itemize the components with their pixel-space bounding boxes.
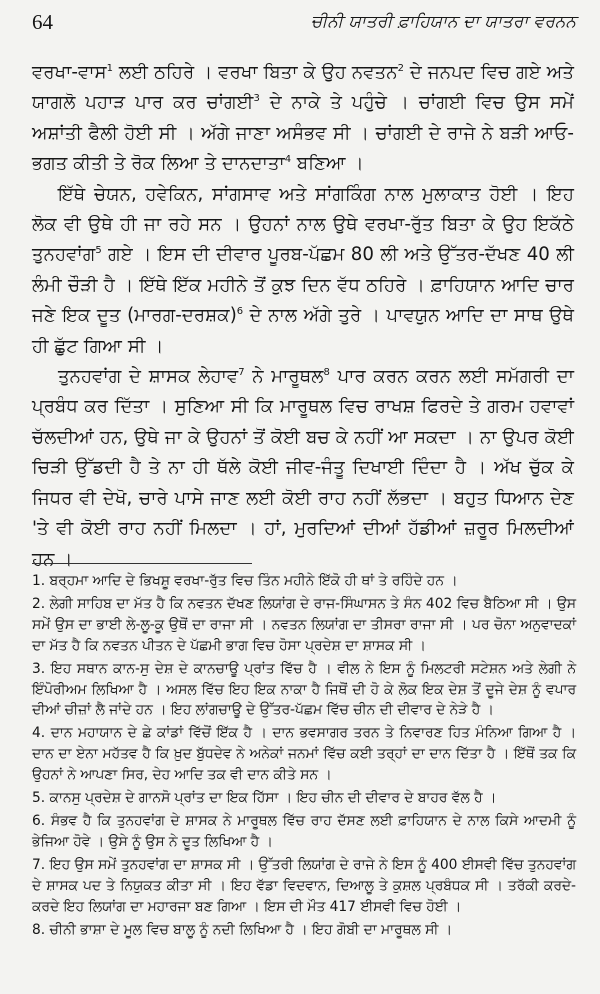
paragraph-text-run: ਦੇ ਨਾਲ ਅੱਗੇ ਤੁਰੇ । ਪਾਵਯੁਨ ਆਦਿ ਦਾ ਸਾਥ ਉਥੇ ਹੀ ਛੁੱਟ ਗਿਆ ਸੀ । [32,305,575,357]
paragraph-2 [32,180,574,362]
footnote-ref-3: 3 [253,93,260,105]
paragraph-text-run: ਗਏ । ਇਸ ਦੀ ਦੀਵਾਰ ਪੂਰਬ-ਪੱਛਮ 80 ਲੀ ਅਤੇ ਉੱਤਰ-ਦੱਖਣ 40 ਲੀ ਲੰਮੀ ਚੌੜੀ ਹੈ । ਇੱਥੇ ਇੱਕ ਮਹੀਨੇ ਤੋਂ ਕੁਝ ਦਿਨ ਵੱਧ ਠਹਿਰੇ । ਫ਼ਾਹਿਯਾਨ ਆਦਿ ਚਾਰ ਜਣੇ ਇਕ ਦੂਤ (ਮਾਰਗ-ਦਰਸ਼ਕ) [32,244,574,327]
paragraph-text-run: ਬਣਿਆ । [291,153,364,175]
footnote-ref-7: 7 [238,367,245,378]
paragraph-1 [32,58,574,180]
paragraph-text-run: ਲਈ ਠਹਿਰੇ । ਵਰਖਾ ਬਿਤਾ ਕੇ ਉਹ ਨਵਤਨ [113,62,398,83]
footnote-8: 8. ਚੀਨੀ ਭਾਸ਼ਾ ਦੇ ਮੂਲ ਵਿਚ ਬਾਲੂ ਨੂੰ ਨਦੀ ਲਿਖਿਆ ਹੈ । ਇਹ ਗੋਬੀ ਦਾ ਮਾਰੂਥਲ ਸੀ । [32,921,453,938]
footnote-ref-2: 2 [397,62,405,74]
footnote-ref-8: 8 [323,367,330,378]
paragraph-text-run: ਪਾਰ ਕਰਨ ਕਰਨ ਲਈ ਸਮੱਗਰੀ ਦਾ ਪ੍ਰਬੰਧ ਕਰ ਦਿੱਤਾ । ਸੁਣਿਆ ਸੀ ਕਿ ਮਾਰੂਥਲ ਵਿਚ ਰਾਖਸ਼ ਫਿਰਦੇ ਤੇ ਗਰਮ ਹਵਾਵਾਂ ਚੱਲਦੀਆਂ ਹਨ, ਉਥੇ ਜਾ ਕੇ ਉਹਨਾਂ ਤੋਂ ਕੋਈ ਬਚ ਕੇ ਨਹੀਂ ਆ ਸਕਦਾ । ਨਾ ਉਪਰ ਕੋਈ ਚਿੜੀ ਉੱਡਦੀ ਹੈ ਤੇ ਨਾ ਹੀ ਥੱਲੇ ਕੋਈ ਜੀਵ-ਜੰਤੂ ਦਿਖਾਈ ਦਿੰਦਾ ਹੈ । ਅੱਖ ਚੁੱਕ ਕੇ ਜਿਧਰ ਵੀ ਦੇਖੋ, ਚਾਰੇ ਪਾਸੇ ਜਾਣ ਲਈ ਕੋਈ ਰਾਹ ਨਹੀਂ ਲੱਭਦਾ । ਬਹੁਤ ਧਿਆਨ ਦੇਣ 'ਤੇ ਵੀ ਕੋਈ ਰਾਹ ਨਹੀਂ ਮਿਲਦਾ । ਹਾਂ, ਮੁਰਦਿਆਂ ਦੀਆਂ ਹੱਡੀਆਂ ਜ਼ਰੂਰ ਮਿਲਦੀਆਂ ਹਨ । [32,366,574,570]
footnotes [32,571,576,940]
footnote-2: 2. ਲੇਗੀ ਸਾਹਿਬ ਦਾ ਮੱਤ ਹੈ ਕਿ ਨਵਤਨ ਦੱਖਣ ਲਿਯਾਂਗ ਦੇ ਰਾਜ-ਸਿੰਘਾਸਨ ਤੇ ਸੰਨ 402 ਵਿਚ ਬੈਠਿਆ ਸੀ । ਉਸ ਸਮੇਂ ਉਸ ਦਾ ਭਾਈ ਲੇ-ਲੂ-ਕੂ ਉਥੋਂ ਦਾ ਰਾਜਾ ਸੀ । ਨਵਤਨ ਲਿਯਾਂਗ ਦਾ ਤੀਸਰਾ ਰਾਜਾ ਸੀ । ਪਰ ਚੋਨਾ ਅਨੁਵਾਦਕਾਂ ਦਾ ਮੱਤ ਹੈ ਕਿ ਨਵਤਨ ਪੀਤਨ ਦੇ ਪੱਛਮੀ ਭਾਗ ਵਿਚ ਹੋਸਾ ਪ੍ਰਦੇਸ਼ ਦਾ ਸ਼ਾਸਕ ਸੀ । [32,595,576,654]
paragraph-text-run: ਦੇ ਜਨਪਦ ਵਿਚ ਗਏ ਅਤੇ ਯਾਗਲੋ ਪਹਾੜ ਪਾਰ ਕਰ ਚਾਂਗਈ [32,62,574,114]
footnote-ref-4: 4 [284,154,292,166]
paragraph-text-run: ਇੱਥੇ ਚੇਯਨ, ਹਵੇਕਿਨ, ਸਾਂਗਸਾਵ ਅਤੇ ਸਾਂਗਕਿੰਗ ਨਾਲ ਮੁਲਾਕਾਤ ਹੋਈ । ਇਹ ਲੋਕ ਵੀ ਉਥੇ ਹੀ ਜਾ ਰਹੇ ਸਨ । ਉਹਨਾਂ ਨਾਲ ਉਥੇ ਵਰਖਾ-ਰੁੱਤ ਬਿਤਾ ਕੇ ਉਹ ਇਕੱਠੇ ਤੁਨਹਵਾਂਗ [32,183,574,266]
footnote-6: 6. ਸੰਭਵ ਹੈ ਕਿ ਤੁਨਹਵਾਂਗ ਦੇ ਸ਼ਾਸਕ ਨੇ ਮਾਰੂਥਲ ਵਿੱਚ ਰਾਹ ਦੱਸਣ ਲਈ ਫ਼ਾਹਿਯਾਨ ਦੇ ਨਾਲ ਕਿਸੇ ਆਦਮੀ ਨੂੰ ਭੇਜਿਆ ਹੋਵੇ । ਉਸੇ ਨੂੰ ਉਸ ਨੇ ਦੂਤ ਲਿਖਿਆ ਹੈ । [32,812,576,850]
running-title: ਚੀਨੀ ਯਾਤਰੀ ਫ਼ਾਹਿਯਾਨ ਦਾ ਯਾਤਰਾ ਵਰਨਨ [310,12,576,32]
footnote-7: 7. ਇਹ ਉਸ ਸਮੇਂ ਤੁਨਹਵਾਂਗ ਦਾ ਸ਼ਾਸਕ ਸੀ । ਉੱਤਰੀ ਲਿਯਾਂਗ ਦੇ ਰਾਜੇ ਨੇ ਇਸ ਨੂੰ 400 ਈਸਵੀ ਵਿੱਚ ਤੁਨਹਵਾਂਗ ਦੇ ਸ਼ਾਸਕ ਪਦ ਤੇ ਨਿਯੁਕਤ ਕੀਤਾ ਸੀ । ਇਹ ਵੱਡਾ ਵਿਦਵਾਨ, ਦਿਆਲੂ ਤੇ ਕੁਸ਼ਲ ਪ੍ਰਬੰਧਕ ਸੀ । ਤਰੱਕੀ ਕਰਦੇ-ਕਰਦੇ ਇਹ ਲਿਯਾਂਗ ਦਾ ਮਹਾਰਜਾ ਬਣ ਗਿਆ । ਇਸ ਦੀ ਮੌਤ 417 ਈਸਵੀ ਵਿਚ ਹੋਈ । [32,856,576,915]
page-number: 64 [32,10,53,34]
footnote-ref-5: 5 [95,245,102,257]
footnote-ref-1: 1 [106,62,114,74]
footnote-4: 4. ਦਾਨ ਮਹਾਯਾਨ ਦੇ ਛੇ ਕਾਂਡਾਂ ਵਿੱਚੋਂ ਇੱਕ ਹੈ । ਦਾਨ ਭਵਸਾਗਰ ਤਰਨ ਤੇ ਨਿਵਾਰਣ ਹਿਤ ਮੰਨਿਆ ਗਿਆ ਹੈ । ਦਾਨ ਦਾ ਏਨਾ ਮਹੱਤਵ ਹੈ ਕਿ ਖ਼ੁਦ ਬੁੱਧਦੇਵ ਨੇ ਅਨੇਕਾਂ ਜਨਮਾਂ ਵਿੱਚ ਕਈ ਤਰ੍ਹਾਂ ਦਾ ਦਾਨ ਦਿੱਤਾ ਹੈ । ਇੱਥੋਂ ਤਕ ਕਿ ਉਹਨਾਂ ਨੇ ਆਪਣਾ ਸਿਰ, ਦੇਹ ਆਦਿ ਤਕ ਵੀ ਦਾਨ ਕੀਤੇ ਸਨ । [32,725,576,784]
paragraph-text-run: ਨੇ ਮਾਰੂਥਲ [244,366,324,388]
paragraph-text-run: ਵਰਖਾ-ਵਾਸ [32,62,107,83]
page-header [32,6,576,40]
footnote-5: 5. ਕਾਨਸੁ ਪ੍ਰਦੇਸ਼ ਦੇ ਗਾਨਸੋ ਪ੍ਰਾਂਤ ਦਾ ਇਕ ਹਿੱਸਾ । ਇਹ ਚੀਨ ਦੀ ਦੀਵਾਰ ਦੇ ਬਾਹਰ ਵੱਲ ਹੈ । [32,790,497,807]
footnote-1: 1. ਬਰ੍ਹਮਾ ਆਦਿ ਦੇ ਭਿਖਸ਼ੂ ਵਰਖਾ-ਰੁੱਤ ਵਿਚ ਤਿੰਨ ਮਹੀਨੇ ਇੱਕੋ ਹੀ ਥਾਂ ਤੇ ਰਹਿੰਦੇ ਹਨ । [32,573,458,589]
paragraph-3 [32,362,574,575]
paragraph-text-run: ਦੇ ਨਾਕੇ ਤੇ ਪਹੁੰਚੇ । ਚਾਂਗਈ ਵਿਚ ਉਸ ਸਮੇਂ ਅਸ਼ਾਂਤੀ ਫੈਲੀ ਹੋਈ ਸੀ । ਅੱਗੇ ਜਾਣਾ ਅਸੰਭਵ ਸੀ । ਚਾਂਗਈ ਦੇ ਰਾਜੇ ਨੇ ਬੜੀ ਆਓ-ਭਗਤ ਕੀਤੀ ਤੇ ਰੋਕ ਲਿਆ ਤੇ ਦਾਨਦਾਤਾ [32,92,574,175]
footnote-3: 3. ਇਹ ਸਥਾਨ ਕਾਨ-ਸੁ ਦੇਸ਼ ਦੇ ਕਾਨਚਾਊ ਪ੍ਰਾਂਤ ਵਿੱਚ ਹੈ । ਵੀਲ ਨੇ ਇਸ ਨੂੰ ਮਿਲਟਰੀ ਸਟੇਸ਼ਨ ਅਤੇ ਲੇਗੀ ਨੇ ਇੰਪੋਰੀਅਮ ਲਿਖਿਆ ਹੈ । ਅਸਲ ਵਿੱਚ ਇਹ ਇਕ ਨਾਕਾ ਹੈ ਜਿਥੋਂ ਦੀ ਹੋ ਕੇ ਲੋਕ ਇਕ ਦੇਸ਼ ਤੋਂ ਦੂਜੇ ਦੇਸ਼ ਨੂੰ ਵਪਾਰ ਦੀਆਂ ਚੀਜ਼ਾਂ ਲੈ ਜਾਂਦੇ ਹਨ । ਇਹ ਲਾਂਗਚਾਊ ਦੇ ਉੱਤਰ-ਪੱਛਮ ਵਿੱਚ ਚੀਨ ਦੀ ਦੀਵਾਰ ਦੇ ਨੇੜੇ ਹੈ । [32,660,576,719]
body-text [32,58,574,575]
footnote-ref-6: 6 [236,306,244,318]
footnote-divider [32,563,252,564]
paragraph-text-run: ਤੁਨਹਵਾਂਗ ਦੇ ਸ਼ਾਸਕ ਲੇਹਾਵ [58,366,239,388]
